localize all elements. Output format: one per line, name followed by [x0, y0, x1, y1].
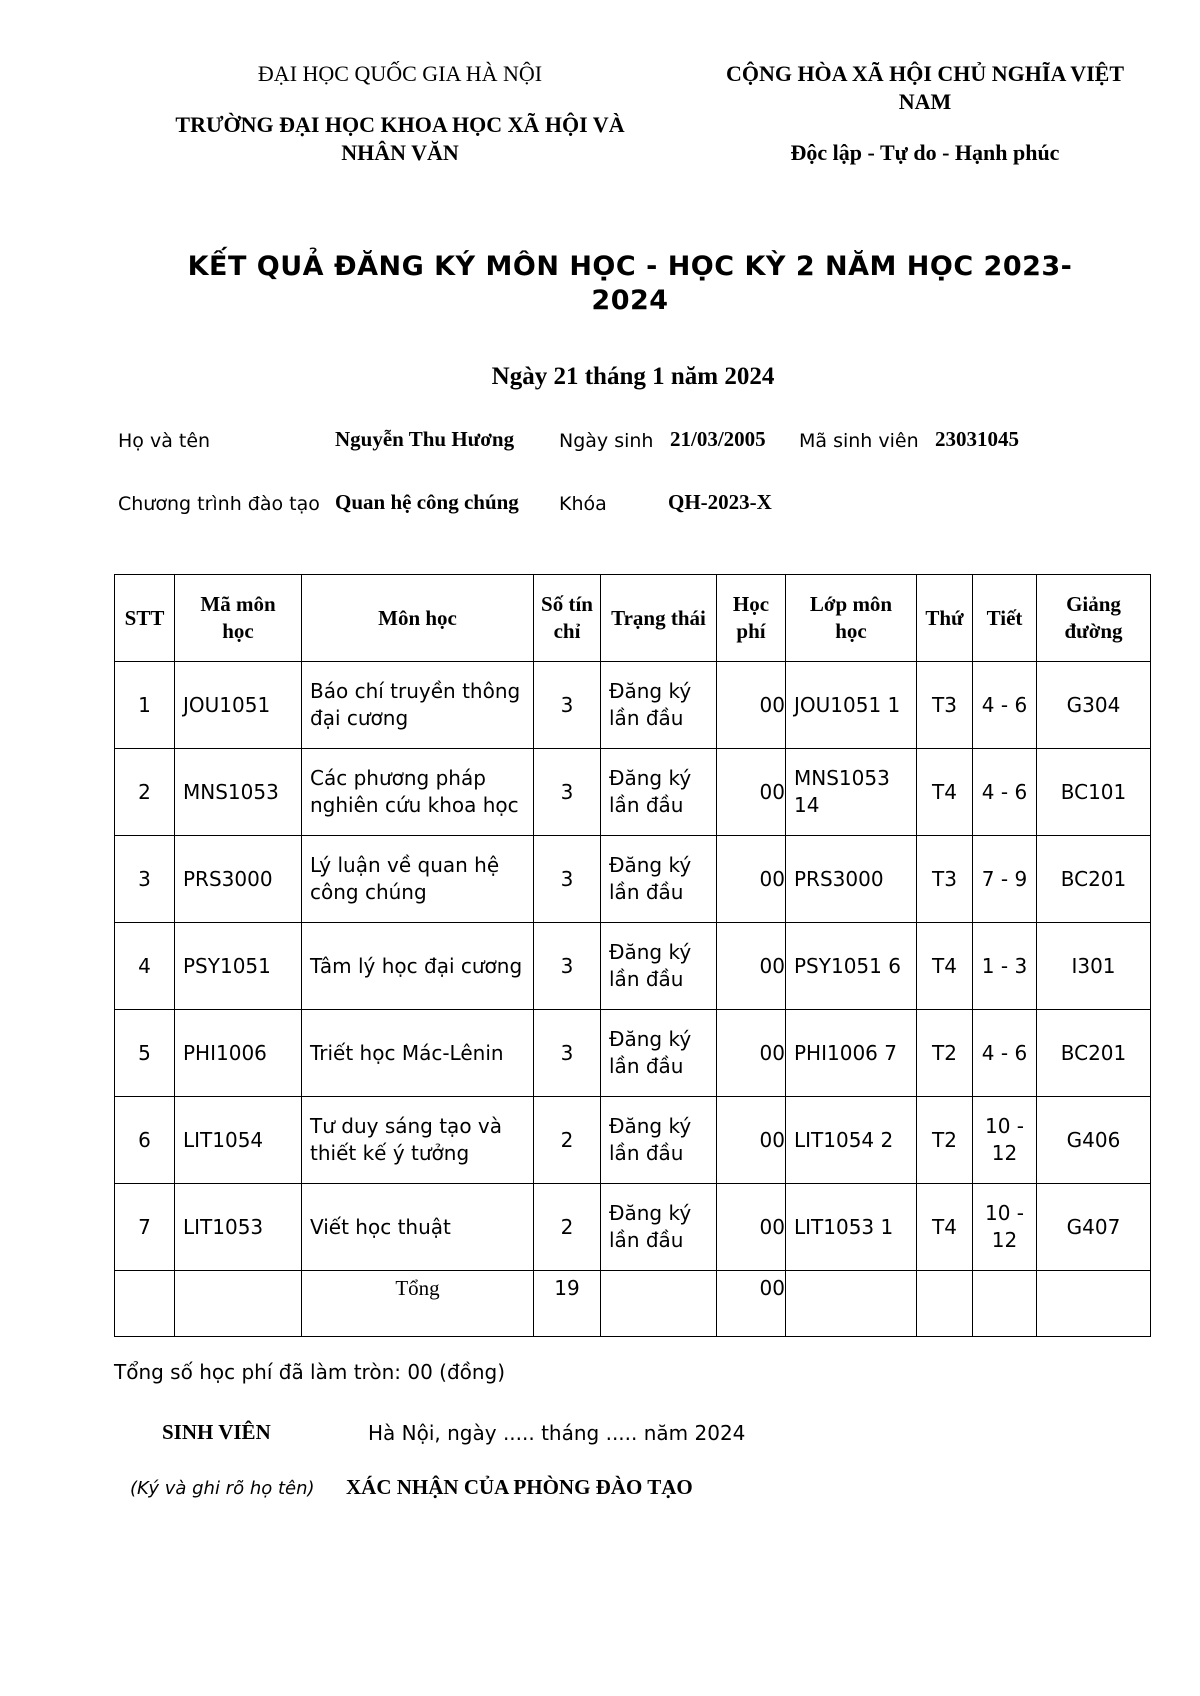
cell-fee: 00 [717, 749, 786, 836]
cell-status: Đăng ký lần đầu [601, 662, 717, 749]
cell-empty [115, 1271, 175, 1337]
cell-period: 4 - 6 [973, 1010, 1037, 1097]
total-credits: 19 [534, 1271, 601, 1337]
cell-period: 10 - 12 [973, 1097, 1037, 1184]
student-name: Nguyễn Thu Hương [335, 427, 515, 451]
cell-stt: 1 [115, 662, 175, 749]
cell-room: BC201 [1037, 836, 1151, 923]
total-row [115, 1271, 1151, 1337]
table-row [115, 1010, 1151, 1097]
cell-period: 4 - 6 [973, 662, 1037, 749]
col-code: Mã môn học [175, 575, 302, 662]
university-name: ĐẠI HỌC QUỐC GIA HÀ NỘI [257, 61, 543, 86]
col-fee: Học phí [717, 575, 786, 662]
program-value-field [335, 490, 519, 515]
dob-label: Ngày sinh [559, 430, 654, 452]
name-value-field [335, 427, 514, 452]
national-title-line1: CỘNG HÒA XÃ HỘI CHỦ NGHĨA VIỆT [725, 61, 1125, 86]
cell-stt: 7 [115, 1184, 175, 1271]
cell-credits: 3 [534, 1010, 601, 1097]
cohort-label: Khóa [559, 493, 607, 515]
cell-course: Báo chí truyền thông đại cương [302, 662, 534, 749]
faculty-name-line2: NHÂN VĂN [341, 140, 459, 165]
cell-day: T4 [917, 749, 973, 836]
cell-status: Đăng ký lần đầu [601, 923, 717, 1010]
name-label-field [118, 428, 210, 453]
cell-course: Tâm lý học đại cương [302, 923, 534, 1010]
cell-empty [917, 1271, 973, 1337]
table-row [115, 662, 1151, 749]
faculty-name-line1: TRƯỜNG ĐẠI HỌC KHOA HỌC XÃ HỘI VÀ [175, 112, 625, 137]
cell-empty [1037, 1271, 1151, 1337]
cell-empty [175, 1271, 302, 1337]
cell-day: T3 [917, 662, 973, 749]
name-label: Họ và tên [118, 430, 211, 452]
cell-course: Tư duy sáng tạo và thiết kế ý tưởng [302, 1097, 534, 1184]
id-label-field [799, 428, 919, 453]
cohort-value-field [668, 490, 772, 515]
cell-code: MNS1053 [175, 749, 302, 836]
cell-code: PSY1051 [175, 923, 302, 1010]
cell-empty [601, 1271, 717, 1337]
training-office-confirmation: XÁC NHẬN CỦA PHÒNG ĐÀO TẠO [346, 1475, 693, 1499]
student-signature-label: SINH VIÊN [162, 1420, 271, 1444]
document-title [150, 250, 1110, 318]
cell-period: 4 - 6 [973, 749, 1037, 836]
cell-room: I301 [1037, 923, 1151, 1010]
cell-fee: 00 [717, 1184, 786, 1271]
cell-course: Lý luận về quan hệ công chúng [302, 836, 534, 923]
cell-stt: 4 [115, 923, 175, 1010]
table-header-row [115, 575, 1151, 662]
cell-fee: 00 [717, 923, 786, 1010]
title-line1: KẾT QUẢ ĐĂNG KÝ MÔN HỌC - HỌC KỲ 2 NĂM HỌC 2023- [187, 251, 1073, 282]
program-label-field [118, 491, 320, 516]
course-table [114, 574, 1151, 1337]
cell-status: Đăng ký lần đầu [601, 1010, 717, 1097]
national-motto: Độc lập - Tự do - Hạnh phúc [790, 140, 1060, 165]
cell-status: Đăng ký lần đầu [601, 1184, 717, 1271]
cell-fee: 00 [717, 836, 786, 923]
cell-code: LIT1053 [175, 1184, 302, 1271]
cell-credits: 3 [534, 749, 601, 836]
col-period: Tiết [973, 575, 1037, 662]
cell-class: MNS1053 14 [786, 749, 917, 836]
cell-fee: 00 [717, 1010, 786, 1097]
total-fee-note: Tổng số học phí đã làm tròn: 00 (đồng) [114, 1360, 506, 1384]
table-row [115, 749, 1151, 836]
program-label: Chương trình đào tạo [118, 493, 320, 515]
cell-course: Triết học Mác-Lênin [302, 1010, 534, 1097]
cell-day: T4 [917, 923, 973, 1010]
cell-class: LIT1054 2 [786, 1097, 917, 1184]
cell-status: Đăng ký lần đầu [601, 749, 717, 836]
col-course: Môn học [302, 575, 534, 662]
table-row [115, 1097, 1151, 1184]
dob-value-field [670, 427, 766, 452]
cell-stt: 3 [115, 836, 175, 923]
place-date-line: Hà Nội, ngày ..... tháng ..... năm 2024 [368, 1421, 746, 1445]
col-day: Thứ [917, 575, 973, 662]
id-value-field [935, 427, 1019, 452]
cell-fee: 00 [717, 662, 786, 749]
col-credits: Số tín chỉ [534, 575, 601, 662]
col-room: Giảng đường [1037, 575, 1151, 662]
cell-room: BC101 [1037, 749, 1151, 836]
cell-class: PSY1051 6 [786, 923, 917, 1010]
col-status: Trạng thái [601, 575, 717, 662]
university-header [130, 60, 670, 167]
cell-status: Đăng ký lần đầu [601, 1097, 717, 1184]
table-row [115, 1184, 1151, 1271]
cell-day: T2 [917, 1010, 973, 1097]
cell-stt: 5 [115, 1010, 175, 1097]
cell-empty [786, 1271, 917, 1337]
dob-label-field [559, 428, 653, 453]
cell-day: T3 [917, 836, 973, 923]
cell-credits: 3 [534, 836, 601, 923]
cell-period: 7 - 9 [973, 836, 1037, 923]
cell-class: JOU1051 1 [786, 662, 917, 749]
signature-instruction: (Ký và ghi rõ họ tên) [130, 1478, 315, 1499]
student-program: Quan hệ công chúng [335, 490, 519, 514]
cell-day: T2 [917, 1097, 973, 1184]
total-fee: 00 [717, 1271, 786, 1337]
student-cohort: QH-2023-X [668, 490, 772, 514]
table-row [115, 836, 1151, 923]
cell-code: PHI1006 [175, 1010, 302, 1097]
cell-empty [973, 1271, 1037, 1337]
cell-course: Các phương pháp nghiên cứu khoa học [302, 749, 534, 836]
title-line2: 2024 [591, 285, 669, 316]
cell-class: PRS3000 [786, 836, 917, 923]
cell-room: G304 [1037, 662, 1151, 749]
cell-code: LIT1054 [175, 1097, 302, 1184]
cell-credits: 3 [534, 662, 601, 749]
total-label: Tổng [302, 1271, 534, 1337]
cell-credits: 2 [534, 1184, 601, 1271]
national-title-line2: NAM [898, 89, 952, 114]
cohort-label-field [559, 491, 607, 516]
national-header [690, 60, 1160, 167]
col-class: Lớp môn học [786, 575, 917, 662]
col-stt: STT [115, 575, 175, 662]
cell-code: PRS3000 [175, 836, 302, 923]
cell-room: BC201 [1037, 1010, 1151, 1097]
cell-room: G406 [1037, 1097, 1151, 1184]
cell-credits: 2 [534, 1097, 601, 1184]
cell-code: JOU1051 [175, 662, 302, 749]
student-dob: 21/03/2005 [670, 427, 766, 451]
cell-period: 10 - 12 [973, 1184, 1037, 1271]
cell-day: T4 [917, 1184, 973, 1271]
cell-credits: 3 [534, 923, 601, 1010]
cell-period: 1 - 3 [973, 923, 1037, 1010]
cell-course: Viết học thuật [302, 1184, 534, 1271]
cell-room: G407 [1037, 1184, 1151, 1271]
cell-stt: 6 [115, 1097, 175, 1184]
cell-stt: 2 [115, 749, 175, 836]
student-id: 23031045 [935, 427, 1019, 451]
cell-status: Đăng ký lần đầu [601, 836, 717, 923]
cell-class: LIT1053 1 [786, 1184, 917, 1271]
cell-fee: 00 [717, 1097, 786, 1184]
table-row [115, 923, 1151, 1010]
cell-class: PHI1006 7 [786, 1010, 917, 1097]
document-date: Ngày 21 tháng 1 năm 2024 [491, 363, 775, 390]
student-id-label: Mã sinh viên [799, 430, 919, 452]
